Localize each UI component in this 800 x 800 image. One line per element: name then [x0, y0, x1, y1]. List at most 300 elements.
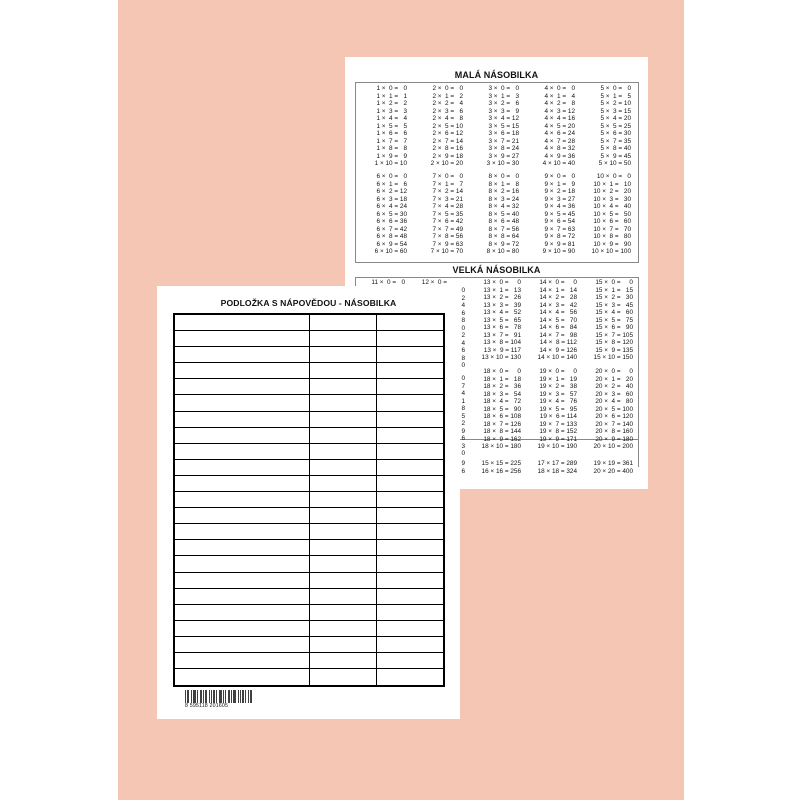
table-line: 4 × 10 = 40: [542, 160, 575, 167]
barcode-bar: [221, 690, 222, 704]
table-line: 7 × 4 = 28: [432, 203, 463, 210]
table-line: 2 × 7 = 14: [432, 137, 463, 145]
table-column: [413, 173, 463, 256]
table-line: 19 × 0 = 0: [539, 368, 577, 375]
table-line: 15 × 8 = 120: [595, 339, 633, 346]
grid-cell: [310, 637, 377, 652]
grid-cell: [175, 589, 310, 604]
table-line: 8 × 9 = 72: [488, 240, 519, 248]
grid-cell: [310, 331, 377, 346]
table-line: 20 × 4 = 80: [595, 398, 633, 405]
table-line: 8 × 10 = 80: [486, 248, 519, 255]
table-line: 10 × 3 = 30: [593, 195, 631, 203]
table-line: 18 × 1 = 18: [483, 375, 521, 383]
barcode-bar: [216, 690, 217, 704]
table-line: 8 × 3 = 24: [488, 195, 519, 203]
grid-cell: [377, 653, 443, 668]
table-line: 4 × 6 = 24: [544, 130, 575, 137]
grid-cell: [377, 428, 443, 443]
table-column: [469, 460, 521, 475]
table-column: [581, 85, 631, 168]
grid-cell: [175, 637, 310, 652]
table-line: 3 × 3 = 9: [488, 107, 519, 115]
table-line: 9: [461, 427, 465, 435]
table-line: 19 × 5 = 95: [539, 405, 577, 413]
table-line: 9 × 7 = 63: [544, 225, 575, 233]
table-line: 1 × 9 = 9: [376, 152, 407, 160]
table-line: 4: [461, 302, 465, 309]
grid-cell: [310, 444, 377, 459]
grid-cell: [310, 428, 377, 443]
table-line: 2: [461, 294, 465, 302]
table-line: 19 × 4 = 76: [539, 398, 577, 405]
grid-cell: [310, 315, 377, 330]
barcode-bar: [233, 690, 234, 704]
barcode-bar: [214, 690, 215, 704]
table-line: 7 × 1 = 7: [432, 180, 463, 188]
grid-row: [175, 379, 443, 395]
table-line: 2 × 2 = 4: [432, 100, 463, 107]
grid-cell: [310, 395, 377, 410]
table-line: 10 × 7 = 70: [593, 225, 631, 233]
grid-cell: [175, 395, 310, 410]
table-column: [525, 368, 577, 451]
table-line: 18 × 18 = 324: [537, 467, 577, 475]
table-line: 7 × 5 = 35: [432, 210, 463, 218]
table-line: 20 × 0 = 0: [595, 368, 633, 375]
grid-row: [175, 315, 443, 331]
table-line: 20 × 8 = 160: [595, 428, 633, 435]
table-line: 6 × 9 = 54: [376, 240, 407, 248]
table-line: 4 × 2 = 8: [544, 100, 575, 107]
grid-cell: [377, 621, 443, 636]
grid-cell: [377, 395, 443, 410]
table-line: 19 × 10 = 190: [537, 443, 577, 450]
table-line: 9 × 6 = 54: [544, 218, 575, 225]
table-line: 10 × 9 = 90: [593, 240, 631, 248]
table-line: 8: [461, 354, 465, 362]
grid-cell: [377, 412, 443, 427]
table-line: 0: [461, 324, 465, 332]
answer-grid: [173, 313, 445, 687]
table-line: 2 × 10 = 20: [430, 160, 463, 167]
table-line: 6 × 4 = 24: [376, 203, 407, 210]
table-line: 5 × 7 = 35: [600, 137, 631, 145]
table-line: 2 × 6 = 12: [432, 130, 463, 137]
grid-cell: [377, 379, 443, 394]
table-line: 10 × 4 = 40: [593, 203, 631, 210]
grid-cell: [377, 460, 443, 475]
table-line: 5 × 0 = 0: [600, 85, 631, 92]
table-line: 3 × 7 = 21: [488, 137, 519, 145]
barcode-bar: [220, 690, 221, 704]
grid-cell: [377, 508, 443, 523]
table-line: 10 × 10 = 100: [591, 248, 631, 255]
table-line: 14 × 4 = 56: [539, 309, 577, 316]
table-line: 19 × 7 = 133: [539, 420, 577, 428]
table-line: 16 × 16 = 256: [481, 467, 521, 475]
table-line: 15 × 6 = 90: [595, 324, 633, 331]
table-line: 5 × 10 = 50: [598, 160, 631, 167]
table-line: 4 × 3 = 12: [544, 107, 575, 115]
table-line: 15 × 15 = 225: [481, 460, 521, 467]
table-line: 7 × 7 = 49: [432, 225, 463, 233]
table-column: [525, 85, 575, 168]
table-line: 14 × 6 = 84: [539, 324, 577, 331]
barcode-bar: [213, 690, 214, 704]
grid-cell: [377, 573, 443, 588]
divider: [355, 262, 639, 263]
table-line: 20 × 10 = 200: [593, 443, 633, 450]
grid-cell: [377, 637, 443, 652]
divider: [355, 277, 639, 278]
grid-cell: [175, 412, 310, 427]
barcode-bar: [200, 690, 201, 704]
table-line: 10 × 0 = 0: [596, 173, 631, 180]
table-line: 2 × 5 = 10: [432, 122, 463, 130]
grid-cell: [377, 476, 443, 491]
table-line: 6 × 2 = 12: [376, 188, 407, 195]
barcode-bar: [234, 690, 235, 704]
table-line: 10 × 6 = 60: [593, 218, 631, 225]
barcode-bar: [194, 690, 195, 704]
table-line: 15 × 2 = 30: [595, 294, 633, 301]
table-line: 6 × 0 = 0: [376, 173, 407, 180]
table-line: 0: [461, 362, 465, 369]
table-line: 1 × 7 = 7: [376, 137, 407, 145]
table-line: 15 × 5 = 75: [595, 316, 633, 324]
table-line: 14 × 3 = 42: [539, 301, 577, 309]
table-line: 6: [461, 435, 465, 442]
table-line: 1 × 2 = 2: [376, 100, 407, 107]
table-line: 1: [461, 397, 465, 405]
table-line: 4 × 9 = 36: [544, 152, 575, 160]
grid-cell: [377, 363, 443, 378]
grid-row: [175, 460, 443, 476]
table-column: [469, 279, 521, 362]
table-line: 18 × 8 = 144: [483, 428, 521, 435]
table-line: 8: [461, 405, 465, 412]
grid-row: [175, 331, 443, 347]
table-line: 13 × 5 = 65: [483, 316, 521, 324]
table-line: 15 × 3 = 45: [595, 301, 633, 309]
table-line: 7 × 6 = 42: [432, 218, 463, 225]
table-line: 1 × 3 = 3: [376, 107, 407, 115]
barcode-bar: [228, 690, 229, 704]
table-line: 1 × 10 = 10: [374, 160, 407, 167]
barcode-icon: [185, 690, 255, 714]
grid-cell: [310, 621, 377, 636]
table-line: 6: [461, 309, 465, 317]
table-line: 13 × 7 = 91: [483, 331, 521, 339]
table-line: 18 × 9 = 162: [483, 435, 521, 443]
table-line: 5 × 8 = 40: [600, 145, 631, 152]
table-line: 0: [461, 450, 465, 457]
table-line: 13 × 4 = 52: [483, 309, 521, 316]
barcode-bar: [240, 690, 241, 704]
barcode-bar: [201, 690, 202, 704]
table-line: 4 × 7 = 28: [544, 137, 575, 145]
grid-cell: [175, 331, 310, 346]
table-line: 19 × 3 = 57: [539, 390, 577, 398]
table-line: 14 × 8 = 112: [539, 339, 577, 346]
grid-cell: [377, 315, 443, 330]
table-line: 19 × 1 = 19: [539, 375, 577, 383]
table-line: 18 × 4 = 72: [483, 398, 521, 405]
table-line: 1 × 8 = 8: [376, 145, 407, 152]
grid-cell: [377, 540, 443, 555]
grid-cell: [310, 412, 377, 427]
table-line: 7 × 2 = 14: [432, 188, 463, 195]
grid-row: [175, 573, 443, 589]
grid-cell: [310, 556, 377, 571]
grid-row: [175, 637, 443, 653]
table-line: 6 × 1 = 6: [376, 180, 407, 188]
grid-cell: [175, 556, 310, 571]
table-line: 8 × 7 = 56: [488, 225, 519, 233]
table-line: 13 × 10 = 130: [481, 354, 521, 361]
table-line: 20 × 6 = 120: [595, 413, 633, 420]
table-line: 1 × 5 = 5: [376, 122, 407, 130]
table-line: 7 × 8 = 56: [432, 233, 463, 240]
table-line: 8 × 1 = 8: [488, 180, 519, 188]
table-line: 5: [461, 412, 465, 420]
table-line: 9 × 3 = 27: [544, 195, 575, 203]
table-column: [525, 279, 577, 362]
table-line: 14 × 2 = 28: [539, 294, 577, 301]
grid-row: [175, 605, 443, 621]
table-column: [413, 85, 463, 168]
table-line: 5 × 4 = 20: [600, 115, 631, 122]
table-line: 2 × 8 = 16: [432, 145, 463, 152]
table-line: 15 × 10 = 150: [593, 354, 633, 361]
table-line: 6: [461, 347, 465, 354]
grid-row: [175, 653, 443, 669]
table-line: 18 × 2 = 36: [483, 383, 521, 390]
grid-row: [175, 556, 443, 572]
table-line: 19 × 2 = 38: [539, 383, 577, 390]
table-line: 5 × 2 = 10: [600, 100, 631, 107]
table-line: 18 × 7 = 126: [483, 420, 521, 428]
barcode-bar: [223, 690, 224, 704]
grid-cell: [377, 669, 443, 685]
table-line: 1 × 4 = 4: [376, 115, 407, 122]
table-column: [581, 173, 631, 256]
table-line: 9 × 1 = 9: [544, 180, 575, 188]
table-line: 5 × 9 = 45: [600, 152, 631, 160]
large-tables-title: VELKÁ NÁSOBILKA: [452, 265, 541, 275]
divider: [355, 82, 356, 262]
grid-cell: [175, 347, 310, 362]
table-line: 11 × 0 = 0: [371, 279, 405, 286]
barcode-bar: [242, 690, 243, 704]
grid-cell: [175, 621, 310, 636]
grid-cell: [175, 540, 310, 555]
table-line: 1 × 0 = 0: [376, 85, 407, 92]
grid-cell: [377, 589, 443, 604]
table-line: 8 × 6 = 48: [488, 218, 519, 225]
grid-cell: [310, 508, 377, 523]
table-line: 0: [461, 287, 465, 294]
table-line: 18 × 6 = 108: [483, 413, 521, 420]
table-line: 14 × 7 = 98: [539, 331, 577, 339]
table-line: 5 × 1 = 5: [600, 92, 631, 100]
barcode-bar: [238, 690, 239, 704]
grid-cell: [175, 669, 310, 685]
table-line: 20 × 3 = 60: [595, 390, 633, 398]
table-column: [525, 460, 577, 475]
grid-cell: [310, 379, 377, 394]
table-line: 7: [461, 382, 465, 390]
table-line: 4: [461, 339, 465, 347]
grid-cell: [310, 363, 377, 378]
barcode-bar: [206, 690, 207, 704]
table-line: 20 × 1 = 20: [595, 375, 633, 383]
grid-cell: [377, 444, 443, 459]
barcode-bar: [225, 690, 226, 704]
grid-cell: [310, 540, 377, 555]
table-line: 20 × 2 = 40: [595, 383, 633, 390]
table-line: 14 × 0 = 0: [539, 279, 577, 286]
grid-cell: [175, 460, 310, 475]
table-line: 9 × 5 = 45: [544, 210, 575, 218]
table-line: 5 × 6 = 30: [600, 130, 631, 137]
grid-cell: [377, 556, 443, 571]
barcode-bar: [245, 690, 246, 704]
table-column: [581, 368, 633, 451]
grid-cell: [310, 524, 377, 539]
barcode-bar: [211, 690, 212, 704]
grid-row: [175, 412, 443, 428]
table-line: 8 × 0 = 0: [488, 173, 519, 180]
table-line: 10 × 8 = 80: [593, 233, 631, 240]
grid-cell: [310, 573, 377, 588]
divider: [355, 82, 639, 83]
barcode-bar: [188, 690, 189, 704]
table-line: 9: [461, 460, 465, 467]
table-line: 5 × 3 = 15: [600, 107, 631, 115]
barcode-bar: [250, 690, 251, 704]
grid-cell: [310, 669, 377, 685]
barcode-bar: [209, 690, 210, 704]
table-line: 9 × 8 = 72: [544, 233, 575, 240]
barcode-bar: [243, 690, 244, 704]
grid-cell: [310, 476, 377, 491]
table-line: 2 × 1 = 2: [432, 92, 463, 100]
table-line: 20 × 20 = 400: [593, 467, 633, 475]
table-line: 7 × 0 = 0: [432, 173, 463, 180]
grid-cell: [175, 363, 310, 378]
table-line: 0: [461, 375, 465, 382]
table-line: 15 × 0 = 0: [595, 279, 633, 286]
grid-row: [175, 476, 443, 492]
table-line: 3 × 1 = 3: [488, 92, 519, 100]
table-line: 6 × 7 = 42: [376, 225, 407, 233]
table-line: 3 × 5 = 15: [488, 122, 519, 130]
table-line: 6 × 10 = 60: [374, 248, 407, 255]
table-line: 8 × 5 = 40: [488, 210, 519, 218]
table-line: 13 × 6 = 78: [483, 324, 521, 331]
table-line: 12 × 0 =: [421, 279, 447, 286]
table-line: 2: [461, 420, 465, 427]
table-line: 9 × 0 = 0: [544, 173, 575, 180]
table-line: 9 × 2 = 18: [544, 188, 575, 195]
table-line: 18 × 0 = 0: [483, 368, 521, 375]
table-line: 2 × 0 = 0: [432, 85, 463, 92]
table-line: 13 × 3 = 39: [483, 301, 521, 309]
grid-row: [175, 395, 443, 411]
table-line: 20 × 7 = 140: [595, 420, 633, 428]
grid-row: [175, 589, 443, 605]
table-line: 20 × 5 = 100: [595, 405, 633, 413]
table-line: 5 × 5 = 25: [600, 122, 631, 130]
table-line: 4 × 0 = 0: [544, 85, 575, 92]
table-line: 7 × 3 = 21: [432, 195, 463, 203]
grid-row: [175, 347, 443, 363]
table-line: 17 × 17 = 289: [537, 460, 577, 467]
small-tables-title: MALÁ NÁSOBILKA: [454, 70, 539, 80]
grid-cell: [310, 460, 377, 475]
table-line: 15 × 1 = 15: [595, 286, 633, 294]
table-line: 8 × 2 = 16: [488, 188, 519, 195]
table-line: 2 × 3 = 6: [432, 107, 463, 115]
table-line: 3 × 6 = 18: [488, 130, 519, 137]
table-line: 3 × 8 = 24: [488, 145, 519, 152]
table-column: [581, 279, 633, 362]
grid-cell: [310, 653, 377, 668]
table-column: [469, 368, 521, 451]
grid-cell: [310, 492, 377, 507]
table-line: 8: [461, 317, 465, 324]
table-line: 18 × 3 = 54: [483, 390, 521, 398]
barcode-bar: [187, 690, 188, 704]
table-line: 14 × 1 = 14: [539, 286, 577, 294]
grid-cell: [310, 589, 377, 604]
grid-cell: [175, 524, 310, 539]
table-line: 3: [461, 442, 465, 450]
grid-cell: [175, 492, 310, 507]
table-line: 18 × 10 = 180: [481, 443, 521, 450]
table-line: 6 × 8 = 48: [376, 233, 407, 240]
grid-row: [175, 621, 443, 637]
table-line: 4 × 4 = 16: [544, 115, 575, 122]
table-line: 7 × 9 = 63: [432, 240, 463, 248]
table-line: 13 × 1 = 13: [483, 286, 521, 294]
table-line: 14 × 10 = 140: [537, 354, 577, 361]
table-line: 10 × 1 = 10: [593, 180, 631, 188]
grid-cell: [310, 347, 377, 362]
grid-cell: [377, 331, 443, 346]
grid-row: [175, 363, 443, 379]
grid-row: [175, 540, 443, 556]
grid-cell: [377, 605, 443, 620]
table-line: 6: [461, 467, 465, 475]
table-line: 3 × 10 = 30: [486, 160, 519, 167]
table-line: 8 × 8 = 64: [488, 233, 519, 240]
table-line: 4 × 1 = 4: [544, 92, 575, 100]
table-line: 20 × 9 = 180: [595, 435, 633, 443]
table-column: [581, 460, 633, 475]
pad-title: PODLOŽKA S NÁPOVĚDOU - NÁSOBILKA: [220, 298, 397, 308]
table-line: 3 × 2 = 6: [488, 100, 519, 107]
grid-cell: [175, 476, 310, 491]
writing-pad-sheet: [157, 286, 460, 719]
table-line: 3 × 9 = 27: [488, 152, 519, 160]
table-line: 4 × 8 = 32: [544, 145, 575, 152]
grid-cell: [377, 492, 443, 507]
table-line: 14 × 9 = 126: [539, 346, 577, 354]
barcode-digits: 8 595118 201605: [185, 703, 265, 709]
